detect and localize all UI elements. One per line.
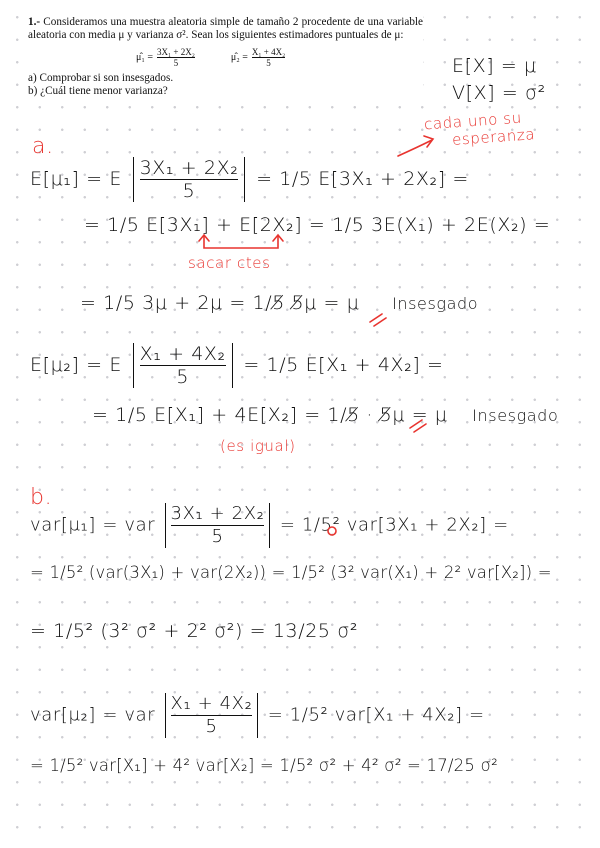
estimator-1-numerator: 3X₁ + 2X₂ — [157, 46, 195, 57]
part-a-line-2: = 1/5 E[3X₁] + E[2X₂] = 1/5 3E(X₁) + 2E(X₂) = — [84, 214, 551, 236]
note-variance: V[X] = σ² — [452, 82, 546, 104]
red-mark-circle — [328, 527, 336, 535]
note-is-equal: (es igual) — [220, 437, 296, 455]
estimator-1-denominator: 5 — [173, 57, 179, 68]
part-b-line-1-lhs: var[μ₁] = var — [30, 514, 156, 536]
item-a: a) Comprobar si son insesgados. — [28, 71, 174, 84]
arrow-take-out-bracket — [204, 236, 278, 248]
note-each-one-2: esperanza — [451, 125, 536, 149]
denominator: 5 — [211, 526, 224, 547]
numerator: 3X₁ + 2X₂ — [139, 157, 239, 179]
part-b-line-5: = 1/5² var[X₁] + 4² var[X₂] = 1/5² σ² + 4² σ² = 17/25 σ² — [30, 756, 498, 775]
denominator: 5 — [176, 366, 190, 388]
part-a-label: a. — [32, 134, 54, 159]
item-b: b) ¿Cuál tiene menor varianza? — [28, 85, 168, 98]
part-a-line-3-expr: = 1/5 3μ + 2μ = 1/5̸ 5̸μ = μ — [80, 292, 360, 314]
estimator-2-lhs: μ̂₂ = — [230, 51, 248, 63]
arrow-each-one — [398, 140, 432, 156]
denominator: 5 — [205, 716, 218, 737]
part-b-line-3: = 1/5² (3² σ² + 2² σ²) = 13/25 σ² — [30, 620, 359, 642]
part-b-line-4-rhs: = 1/5² var[X₁ + 4X₂] = — [267, 704, 485, 726]
problem-number: 1.- — [28, 16, 41, 28]
check-mark-2 — [410, 420, 426, 432]
estimator-2-numerator: X₁ + 4X₂ — [251, 46, 286, 57]
part-b-line-2: = 1/5² (var(3X₁) + var(2X₂)) = 1/5² (3² var(X₁) + 2² var[X₂]) = — [30, 563, 552, 582]
part-a-line-4-lhs: E[μ₂] = E — [30, 354, 122, 376]
part-a-line-1-rhs: = 1/5 E[3X₁ + 2X₂] = — [256, 168, 469, 190]
numerator: 3X₁ + 2X₂ — [170, 503, 265, 524]
estimator-2-denominator: 5 — [266, 57, 271, 68]
problem-text: Consideramos una muestra aleatoria simple de tamaño 2 procedente de una variable aleatoria con media μ y varianza σ². Sean los siguientes estimadores puntuales de μ: — [28, 16, 423, 42]
note-take-out-constants: sacar ctes — [188, 254, 271, 272]
part-a-line-5-expr: = 1/5 E[X₁] + 4E[X₂] = 1/5̸ · 5̸μ = μ — [92, 404, 448, 426]
part-b-line-4-lhs: var[μ₂] = var — [30, 704, 156, 726]
numerator: X₁ + 4X₂ — [170, 693, 253, 714]
numerator: X₁ + 4X₂ — [139, 343, 226, 365]
estimator-1-lhs: μ̂₁ = — [136, 51, 153, 63]
check-mark-1 — [370, 314, 386, 326]
part-b-label: b. — [30, 485, 53, 510]
note-expectation: E[X] = μ — [452, 55, 537, 77]
part-a-line-4-rhs: = 1/5 E[X₁ + 4X₂] = — [243, 354, 444, 376]
part-a-line-1-lhs: E[μ₁] = E — [30, 168, 122, 190]
part-a-verdict-2: Insesgado — [472, 406, 559, 425]
denominator: 5 — [182, 180, 196, 202]
part-a-verdict-1: Insesgado — [392, 294, 479, 313]
part-b-line-1-rhs: = 1/5² var[3X₁ + 2X₂] = — [279, 514, 509, 536]
note-each-one-1: cada uno su — [423, 108, 523, 134]
